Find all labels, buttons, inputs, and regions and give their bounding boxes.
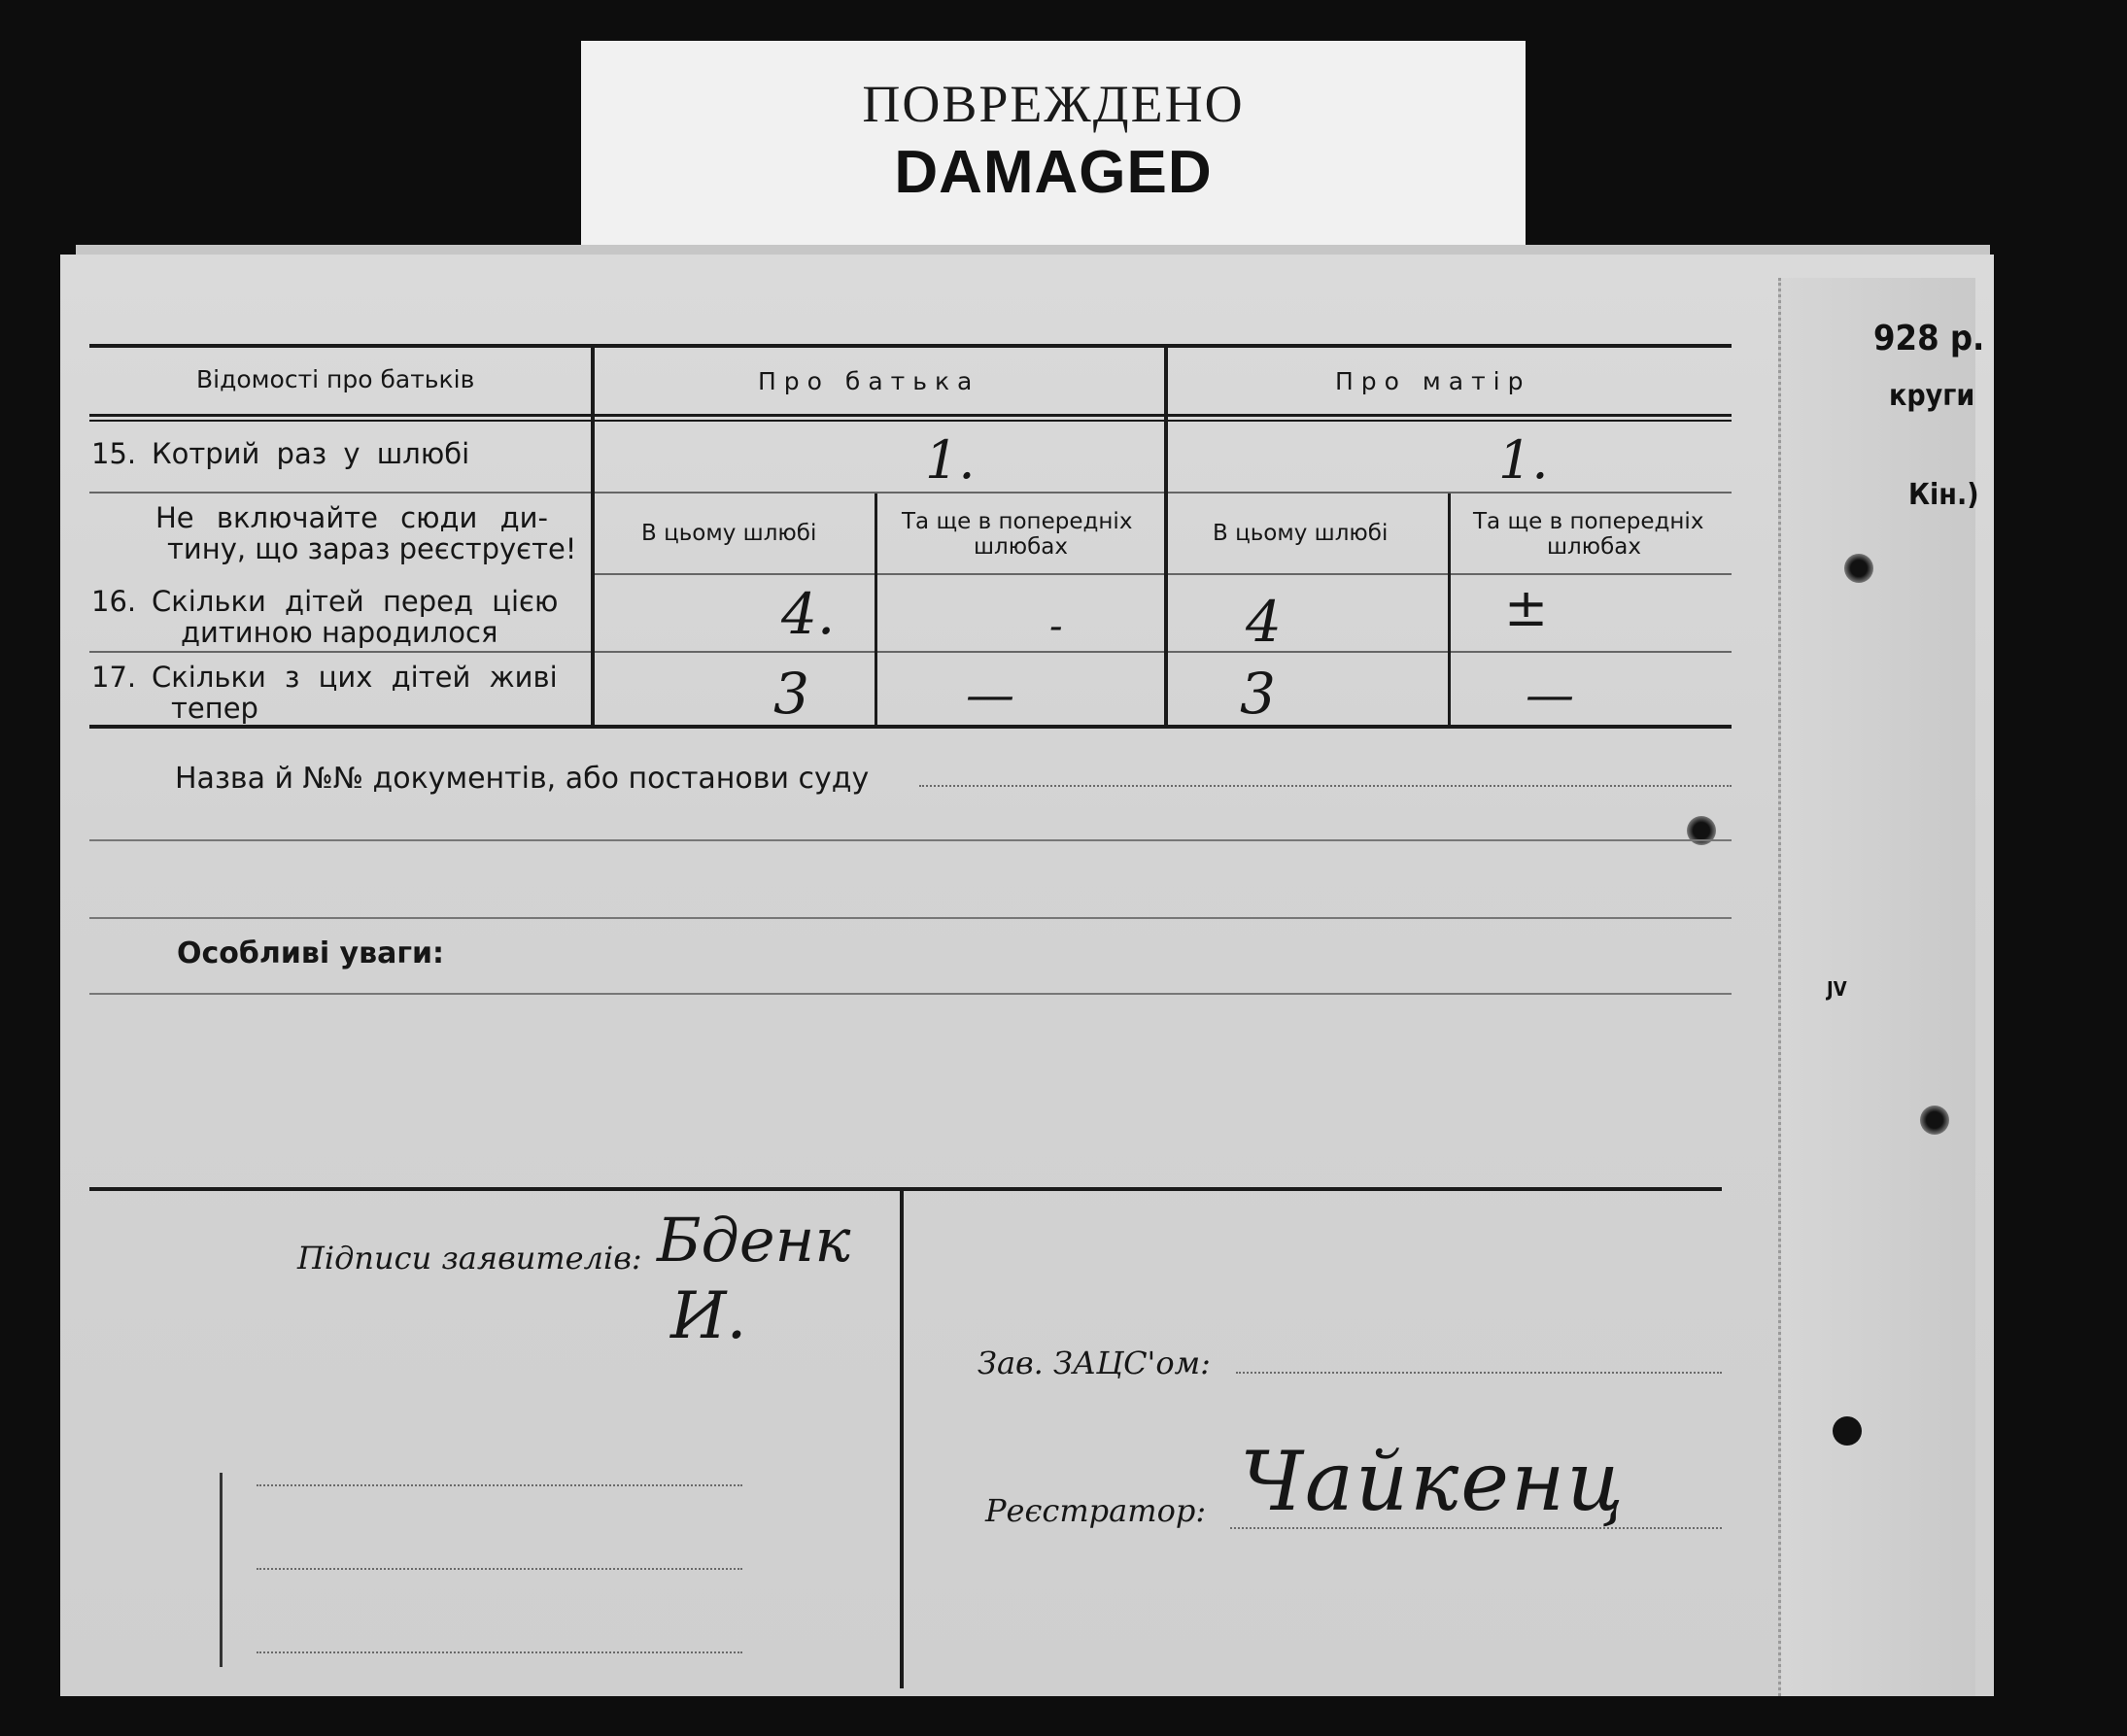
stub-year: 928 р. xyxy=(1873,319,1985,358)
table-header-rule2 xyxy=(89,420,1732,422)
documents-line xyxy=(89,917,1732,919)
row-16-mother-prev: ± xyxy=(1504,577,1549,638)
row-17-label-1: Скільки з цих дітей живі xyxy=(152,661,558,694)
remarks-label: Особливі уваги: xyxy=(177,936,445,970)
row-16-number: 16. xyxy=(91,585,137,618)
row-rule xyxy=(89,492,1732,494)
stamp-box-edge xyxy=(220,1473,223,1667)
row-17-label-2: тепер xyxy=(171,692,258,725)
row-16-label-2: дитиною народилося xyxy=(181,616,498,649)
row-16-label-1: Скільки дітей перед цією xyxy=(152,585,559,618)
row-17-mother-this: 3 xyxy=(1240,661,1276,727)
table-bottom-rule xyxy=(89,725,1732,729)
stub-okrugy: круги xyxy=(1889,379,1975,413)
header-father: Про батька xyxy=(758,367,980,395)
note-line-1: Не включайте сюди ди- xyxy=(155,501,548,534)
subheader-father-this: В цьому шлюбі xyxy=(641,521,817,546)
document-sheet xyxy=(60,255,1994,1696)
row-17-father-prev: — xyxy=(966,666,1014,723)
row-16-father-prev: - xyxy=(1049,604,1063,649)
col-divider xyxy=(1164,346,1168,727)
header-parents-info: Відомості про батьків xyxy=(196,365,475,393)
head-zags-line xyxy=(1236,1372,1722,1374)
note-line-2: тину, що зараз реєструєте! xyxy=(167,532,577,565)
punch-hole xyxy=(1844,554,1873,583)
row-16-mother-this: 4 xyxy=(1246,589,1282,655)
applicant-signature: Бденк xyxy=(657,1205,851,1276)
col-divider xyxy=(591,346,595,727)
header-mother: Про матір xyxy=(1335,367,1531,395)
row-17-number: 17. xyxy=(91,661,137,694)
remarks-line xyxy=(89,993,1732,995)
row-17-father-this: 3 xyxy=(773,661,809,727)
documents-label: Назва й №№ документів, або постанови суду xyxy=(175,762,870,796)
documents-line xyxy=(89,839,1732,841)
row-15-label: Котрий раз у шлюбі xyxy=(152,437,470,470)
stub-mark: JV xyxy=(1827,977,1847,1001)
col-divider xyxy=(1448,494,1451,727)
documents-fill-line xyxy=(919,785,1732,787)
row-15-father-value: 1. xyxy=(925,429,976,491)
row-15-number: 15. xyxy=(91,437,137,470)
signatures-top-rule xyxy=(89,1187,1722,1191)
subheader-mother-this: В цьому шлюбі xyxy=(1213,521,1389,546)
stamp-box-line xyxy=(257,1484,742,1486)
damaged-label-card xyxy=(581,41,1526,256)
registrar-signature: Чайкенц xyxy=(1240,1434,1626,1529)
row-17-mother-prev: — xyxy=(1526,666,1574,723)
subheader-father-prev-1: Та ще в попередніх xyxy=(902,509,1133,534)
damaged-label-ru: ПОВРЕЖДЕНО xyxy=(862,75,1245,133)
damaged-label-en: DAMAGED xyxy=(894,139,1213,206)
applicant-signature-initial: И. xyxy=(670,1278,747,1353)
applicants-label: Підписи заявителів: xyxy=(297,1240,642,1276)
subheader-mother-prev-2: шлюбах xyxy=(1547,534,1641,560)
row-rule xyxy=(89,651,1732,653)
stamp-box-line xyxy=(257,1651,742,1653)
subheader-mother-prev-1: Та ще в попередніх xyxy=(1473,509,1704,534)
stamp-box-line xyxy=(257,1568,742,1570)
table-top-rule xyxy=(89,344,1732,348)
col-divider xyxy=(875,494,877,727)
row-rule xyxy=(593,573,1732,575)
stub-kin: Кін.) xyxy=(1908,478,1979,512)
table-header-rule xyxy=(89,414,1732,417)
punch-hole xyxy=(1920,1106,1949,1135)
subheader-father-prev-2: шлюбах xyxy=(974,534,1068,560)
punch-hole xyxy=(1833,1416,1862,1446)
registrar-label: Реєстратор: xyxy=(985,1492,1207,1529)
signatures-divider xyxy=(900,1189,904,1688)
row-16-father-this: 4. xyxy=(781,581,836,647)
row-15-mother-value: 1. xyxy=(1498,429,1549,491)
head-zags-label: Зав. ЗАЦС'ом: xyxy=(978,1345,1211,1381)
